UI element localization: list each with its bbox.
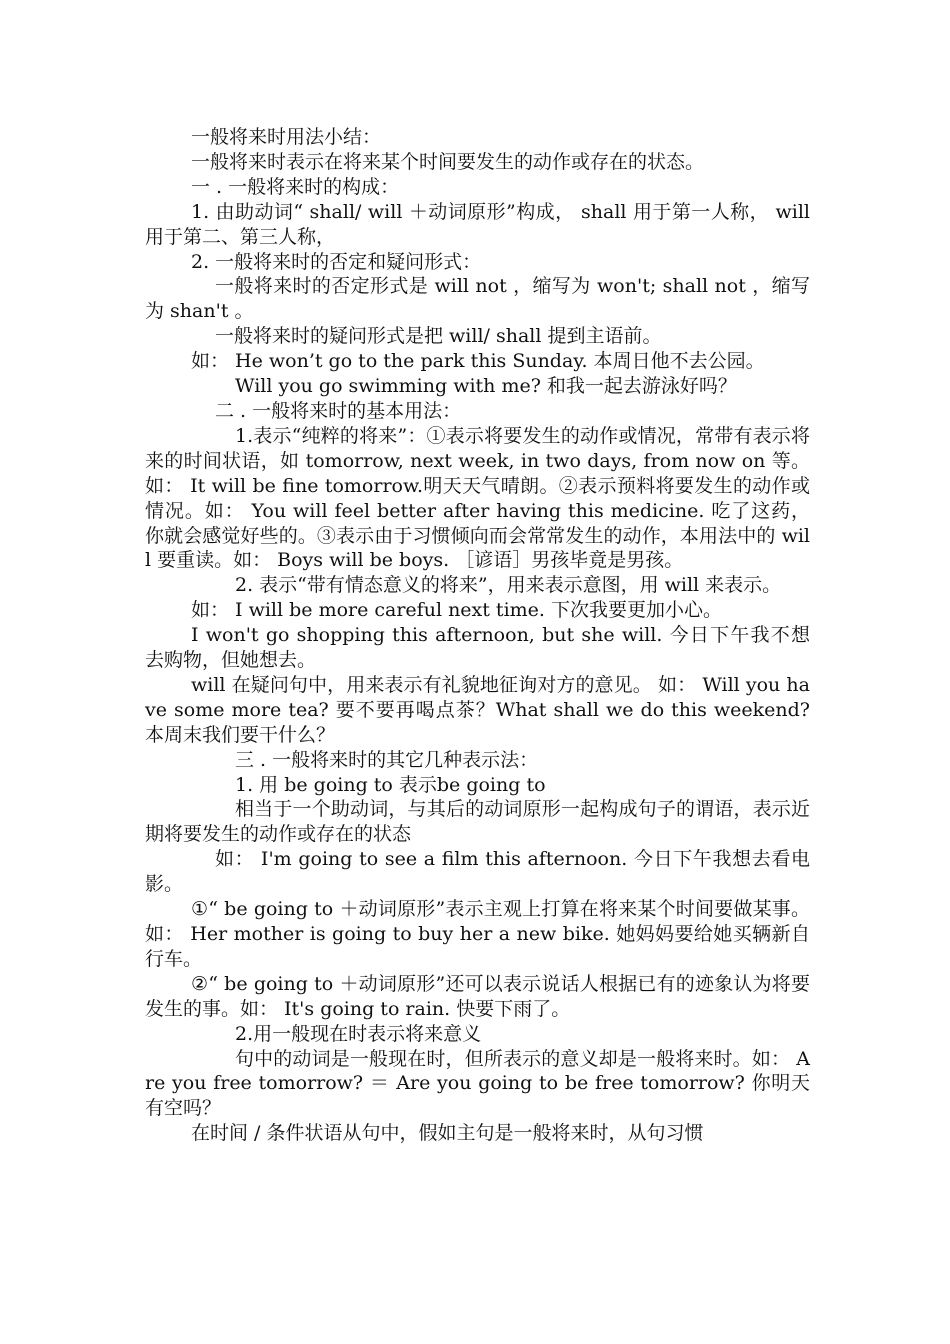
section-heading-1: 一 . 一般将来时的构成： [191,175,400,198]
paragraph-time-clause: 在时间 / 条件状语从句中，假如主句是一般将来时，从句习惯 [191,1122,704,1145]
paragraph-formation: 1. 由助动词“ shall/ will ＋动词原形”构成， shall 用于第一人称， will 用于第二、第三人称， [145,200,810,248]
subheading-negative-question: 2. 一般将来时的否定和疑问形式： [191,250,482,273]
heading-summary: 一般将来时用法小结： [191,126,382,148]
paragraph-intention: ①“ be going to ＋动词原形”表示主观上打算在将来某个时间要做某事。如： Her mother is going to buy her a new bike. 她妈妈要给她买辆新自行车。 [145,898,810,970]
example-park: 如： He won’t go to the park this Sunday. 本周日他不去公园。 [191,350,765,373]
paragraph-simple-present: 句中的动词是一般现在时，但所表示的意义却是一般将来时。如： Are you free tomorrow? ＝ Are you going to be free tomorrow? 你明天有空吗？ [145,1047,810,1120]
example-shopping: I won't go shopping this afternoon, but she will. 今日下午我不想去购物，但她想去。 [145,624,810,672]
paragraph-negative-form: 一般将来时的否定形式是 will not ，缩写为 won't; shall not ，缩写为 shan't 。 [145,275,810,323]
subheading-simple-present: 2.用一般现在时表示将来意义 [235,1022,482,1045]
paragraph-polite-question: will 在疑问句中，用来表示有礼貌地征询对方的意见。 如： Will you have some more tea? 要不要再喝点茶？What shall we do this weekend? 本周末我们要干什么？ [145,673,810,746]
paragraph-modal-future: 2. 表示“带有情态意义的将来”，用来表示意图，用 will 来表示。 [235,574,782,597]
paragraph-prediction: ②“ be going to ＋动词原形”还可以表示说话人根据已有的迹象认为将要发生的事。如： It's going to rain. 快要下雨了。 [145,972,810,1020]
subheading-be-going-to: 1. 用 be going to 表示be going to [235,773,546,796]
document-body [145,125,810,1146]
paragraph-be-going-to-meaning: 相当于一个助动词，与其后的动词原形一起构成句子的谓语，表示近期将要发生的动作或存在的状态 [145,798,810,846]
paragraph-definition: 一般将来时表示在将来某个时间要发生的动作或存在的状态。 [191,150,705,173]
example-swimming: Will you go swimming with me? 和我一起去游泳好吗？ [235,375,737,398]
section-heading-3: 三 . 一般将来时的其它几种表示法： [235,748,539,771]
example-film: 如： I'm going to see a film this afternoon. 今日下午我想去看电影。 [145,848,810,896]
paragraph-question-form: 一般将来时的疑问形式是把 will/ shall 提到主语前。 [215,325,662,348]
example-careful: 如： I will be more careful next time. 下次我要更加小心。 [191,599,722,622]
paragraph-pure-future: 1.表示“纯粹的将来”：①表示将要发生的动作或情况，常带有表示将来的时间状语，如 tomorrow, next week, in two days, from now on 等。如： It will be fine tomorrow.明天天气晴朗。②表示预料将要发生的动作或情况。如： You will feel better after having this medicine. 吃了这药，你就会感觉好些的。③表示由于习惯倾向而会常常发生的动作，本用法中的 will 要重读。如： Boys will be boys. ［谚语］男孩毕竟是男孩。 [145,424,810,572]
section-heading-2: 二 . 一般将来时的基本用法： [215,399,462,422]
